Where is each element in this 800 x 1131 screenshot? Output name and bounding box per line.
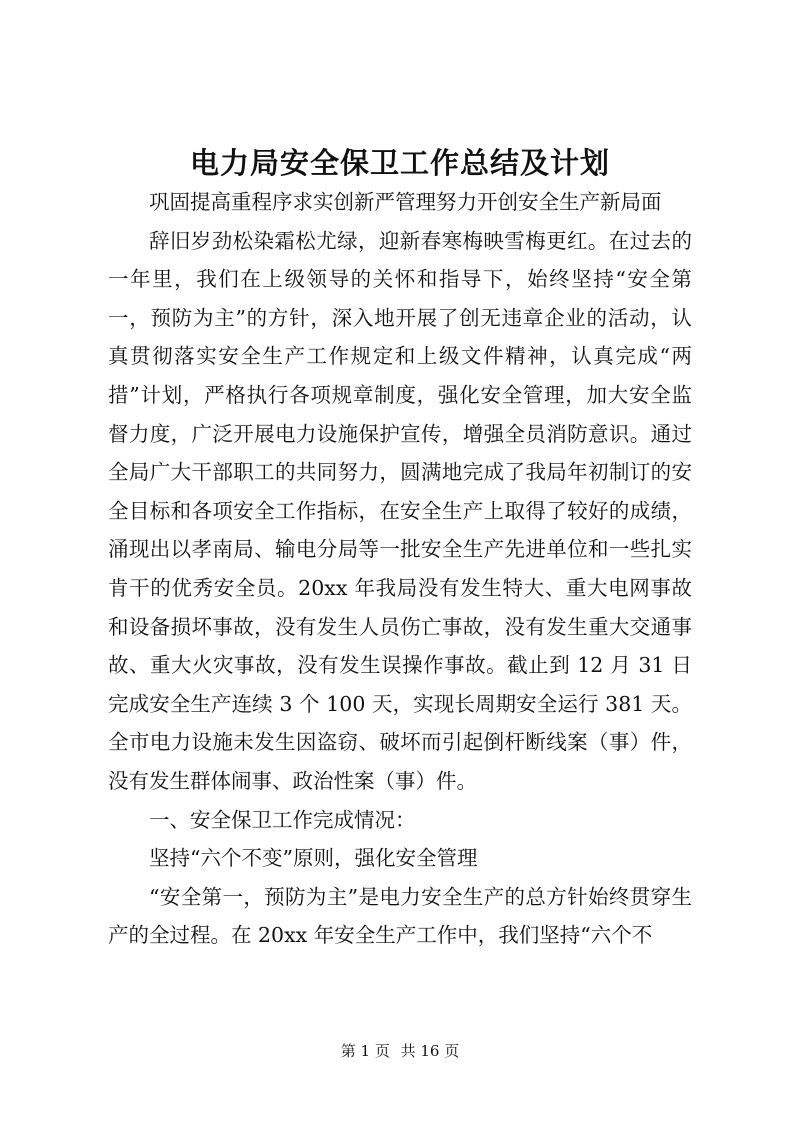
page-total: 共 16 页	[400, 1042, 460, 1060]
document-title: 电力局安全保卫工作总结及计划	[189, 146, 610, 180]
document-body	[108, 183, 692, 955]
subtitle-paragraph: 巩固提高重程序求实创新严管理努力开创安全生产新局面	[149, 190, 662, 214]
page-number: 第 1 页	[340, 1042, 390, 1060]
subsection-heading: 坚持“六个不变”原则，强化安全管理	[149, 846, 478, 871]
body-paragraph: “安全第一，预防为主”是电力安全生产的总方针始终贯穿生产的全过程。在 20xx 年安全生产工作中，我们坚持“六个不	[108, 884, 692, 948]
section-heading: 一、安全保卫工作完成情况：	[149, 807, 416, 832]
page-footer	[0, 1041, 800, 1061]
body-paragraph: 辞旧岁劲松染霜松尤绿，迎新春寒梅映雪梅更红。在过去的一年里，我们在上级领导的关怀和指导下，始终坚持“安全第一，预防为主”的方针，深入地开展了创无违章企业的活动，认真贯彻落实安全生产工作规定和上级文件精神，认真完成“两措”计划，严格执行各项规章制度，强化安全管理，加大安全监督力度，广泛开展电力设施保护宣传，增强全员消防意识。通过全局广大干部职工的共同努力，圆满地完成了我局年初制订的安全目标和各项安全工作指标，在安全生产上取得了较好的成绩，涌现出以孝南局、输电分局等一批安全生产先进单位和一些扎实肯干的优秀安全员。20xx 年我局没有发生特大、重大电网事故和设备损坏事故，没有发生人员伤亡事故，没有发生重大交通事故、重大火灾事故，没有发生误操作事故。截止到 12 月 31 日完成安全生产连续 3 个 100 天，实现长周期安全运行 381 天。全市电力设施未发生因盗窃、破坏而引起倒杆断线案（事）件，没有发生群体闹事、政治性案（事）件。	[108, 228, 692, 793]
